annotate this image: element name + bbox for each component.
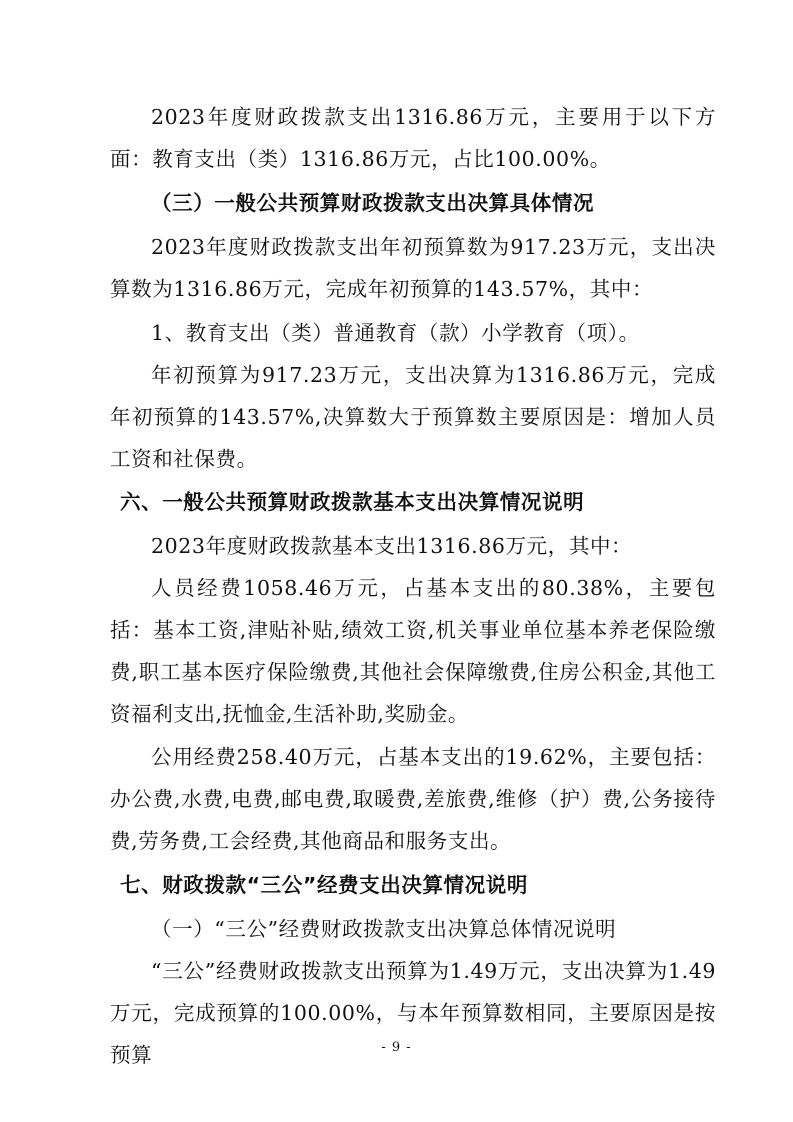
paragraph-education-item: 1、教育支出（类）普通教育（款）小学教育（项）。 bbox=[151, 321, 640, 345]
paragraph-budget-vs-final: 2023年度财政拨款支出年初预算数为917.23万元，支出决算数为1316.86万元，完成年初预算的143.57%，其中： bbox=[110, 235, 716, 301]
heading-section-seven: 七、财政拨款“三公”经费支出决算情况说明 bbox=[120, 873, 528, 897]
paragraph-education-detail: 年初预算为917.23万元，支出决算为1316.86万元，完成年初预算的143.57%,决算数大于预算数主要原因是：增加人员工资和社保费。 bbox=[110, 363, 716, 471]
paragraph-three-public-overview-title: （一）“三公”经费财政拨款支出决算总体情况说明 bbox=[151, 917, 617, 941]
heading-section-six: 六、一般公共预算财政拨款基本支出决算情况说明 bbox=[120, 490, 585, 514]
paragraph-three-public-overview: “三公”经费财政拨款支出预算为1.49万元，支出决算为1.49万元，完成预算的100.00%，与本年预算数相同，主要原因是按预算 bbox=[110, 959, 716, 1067]
paragraph-personnel-expense: 人员经费1058.46万元，占基本支出的80.38%，主要包括：基本工资,津贴补贴,绩效工资,机关事业单位基本养老保险缴费,职工基本医疗保险缴费,其他社会保障缴费,住房公积金,其他工资福利支出,抚恤金,生活补助,奖励金。 bbox=[110, 576, 716, 726]
paragraph-public-expense: 公用经费258.40万元，占基本支出的19.62%，主要包括：办公费,水费,电费,邮电费,取暖费,差旅费,维修（护）费,公务接待费,劳务费,工会经费,其他商品和服务支出。 bbox=[110, 745, 716, 853]
heading-general-budget-details: （三）一般公共预算财政拨款支出决算具体情况 bbox=[151, 191, 595, 215]
page-number: - 9 - bbox=[381, 1040, 412, 1055]
paragraph-basic-expenditure: 2023年度财政拨款基本支出1316.86万元，其中： bbox=[151, 534, 633, 558]
paragraph-total-expenditure: 2023年度财政拨款支出1316.86万元，主要用于以下方面：教育支出（类）1316.86万元，占比100.00%。 bbox=[110, 105, 716, 171]
